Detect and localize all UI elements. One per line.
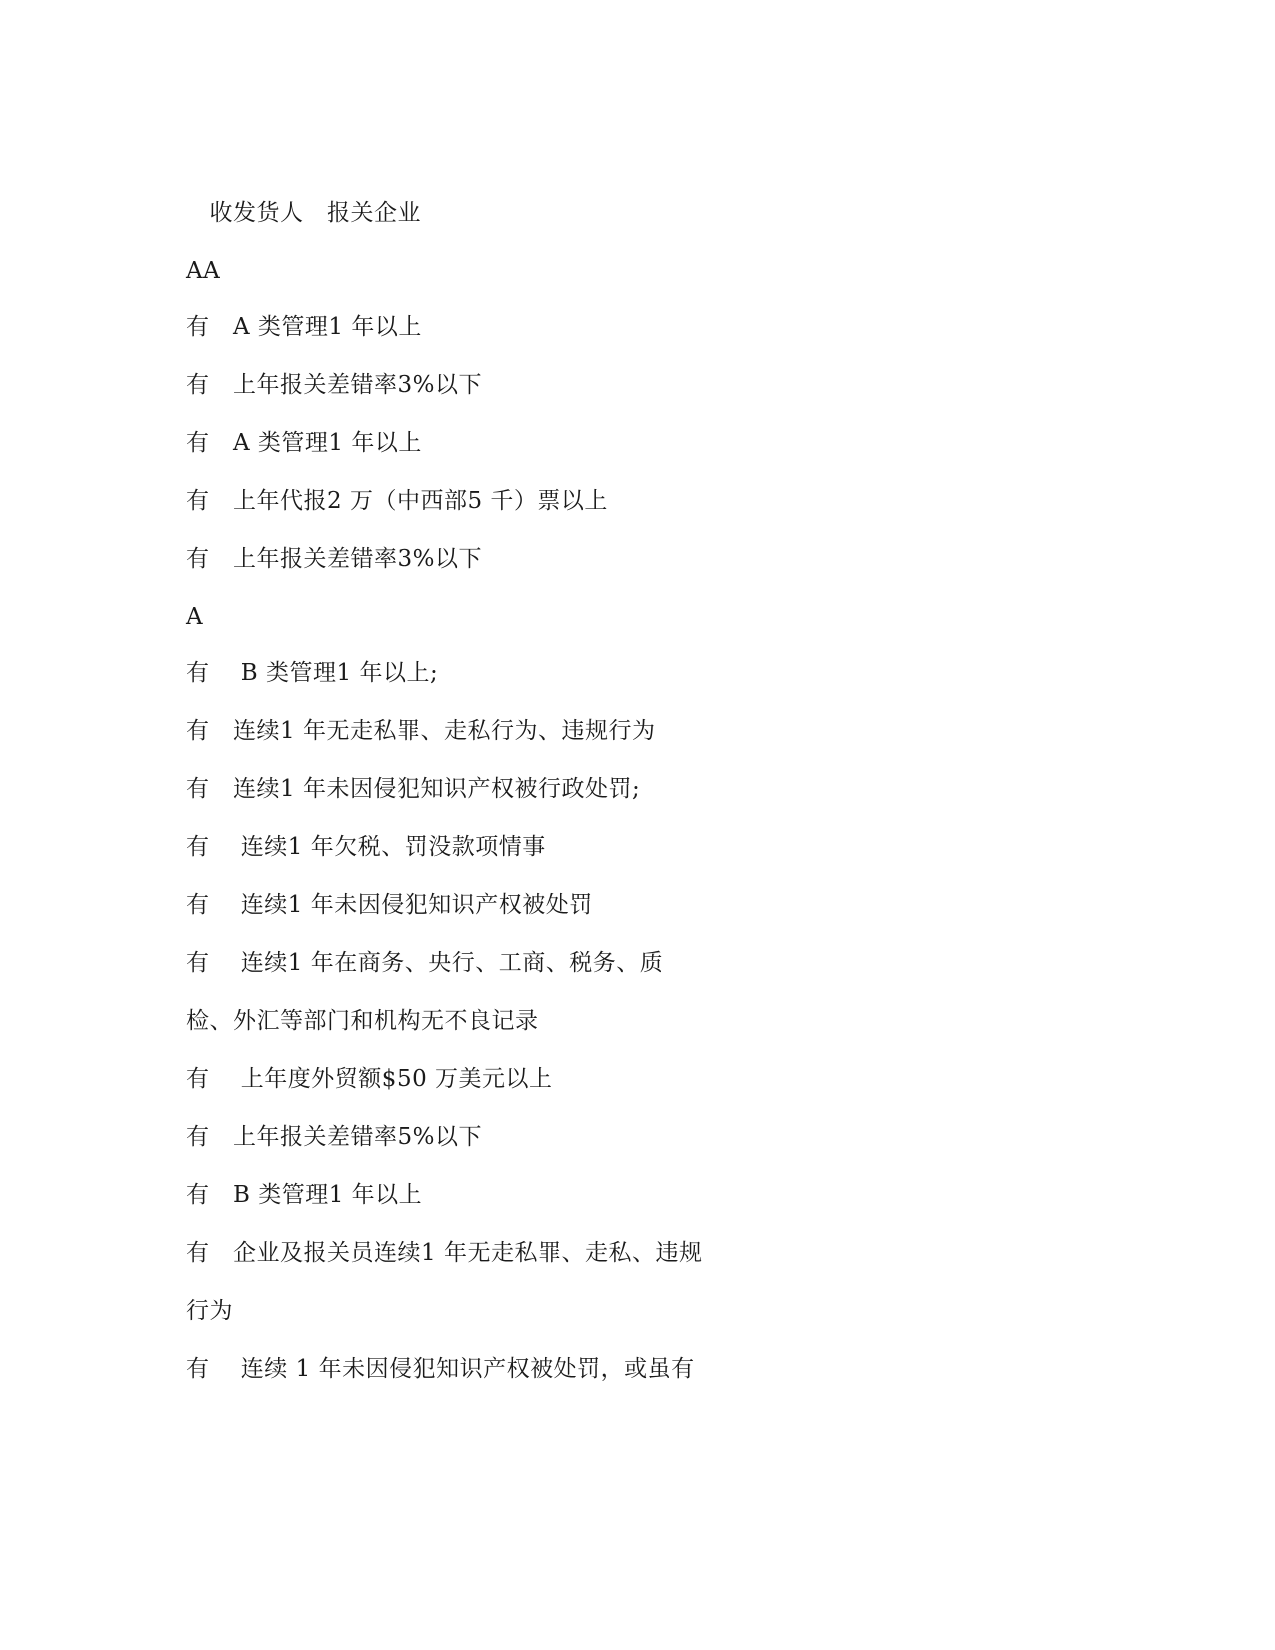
text-line: 有 A 类管理1 年以上 (186, 430, 422, 456)
text-line: 有 上年报关差错率5%以下 (186, 1124, 482, 1150)
text-line: 有 连续1 年在商务、央行、工商、税务、质 (186, 950, 664, 976)
text-line: 行为 (186, 1298, 233, 1324)
text-line: 有 B 类管理1 年以上 (186, 1182, 423, 1208)
text-line: 有 B 类管理1 年以上; (186, 660, 439, 686)
text-line: 有 A 类管理1 年以上 (186, 314, 422, 340)
text-line: 有 连续1 年无走私罪、走私行为、违规行为 (186, 718, 656, 744)
text-line: 有 连续1 年欠税、罚没款项情事 (186, 834, 546, 860)
text-line: 有 上年报关差错率3%以下 (186, 372, 482, 398)
text-line: 有 连续1 年未因侵犯知识产权被处罚 (186, 892, 593, 918)
grade-heading-a: A (186, 604, 204, 630)
text-line: 有 上年度外贸额$50 万美元以上 (186, 1066, 553, 1092)
text-line: 有 上年代报2 万（中西部5 千）票以上 (186, 488, 608, 514)
text-line: 有 连续1 年未因侵犯知识产权被行政处罚; (186, 776, 641, 802)
text-line: 检、外汇等部门和机构无不良记录 (186, 1008, 539, 1034)
grade-heading-aa: AA (186, 258, 221, 284)
text-line: 有 连续 1 年未因侵犯知识产权被处罚，或虽有 (186, 1356, 695, 1382)
text-line: 有 企业及报关员连续1 年无走私罪、走私、违规 (186, 1240, 703, 1266)
text-line: 有 上年报关差错率3%以下 (186, 546, 482, 572)
column-header-line: 收发货人 报关企业 (186, 200, 421, 226)
